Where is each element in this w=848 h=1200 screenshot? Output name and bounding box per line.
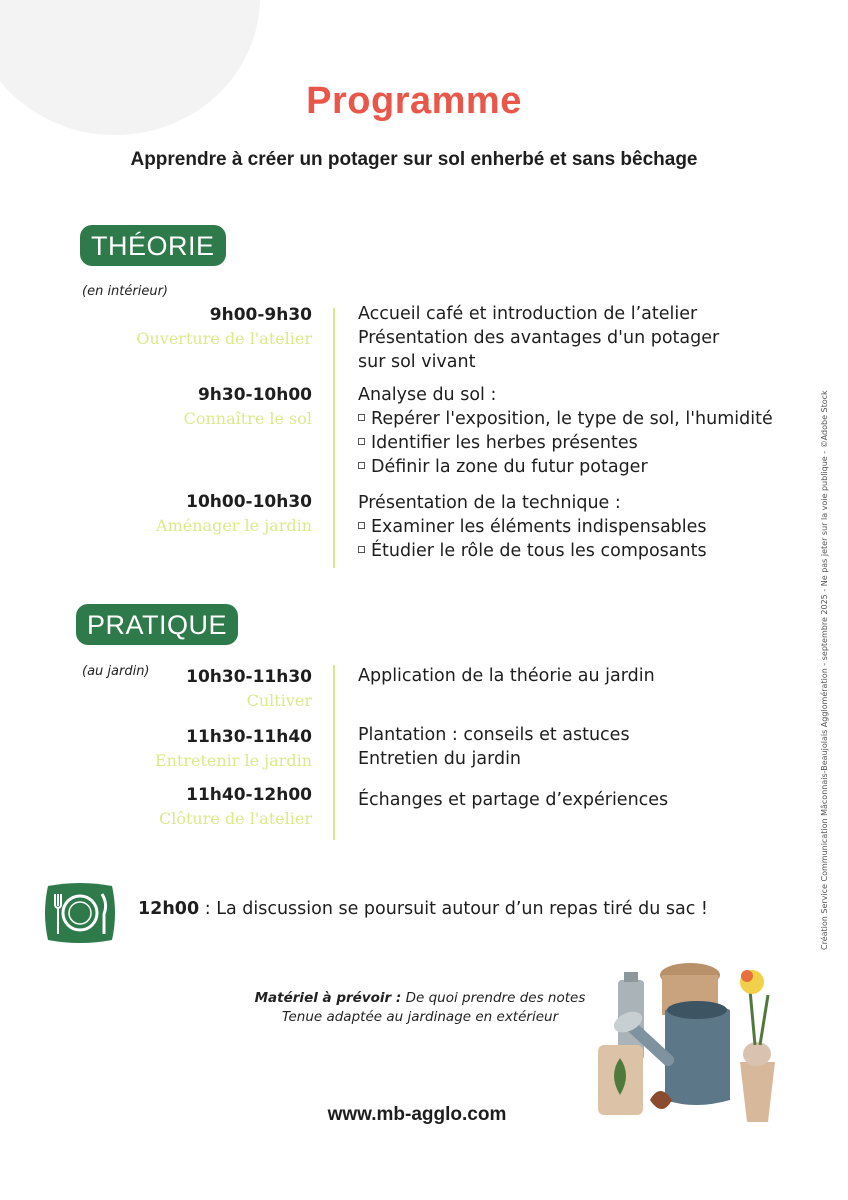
session-description [358,788,668,812]
page-subtitle: Apprendre à créer un potager sur sol enherbé et sans bêchage [130,149,698,170]
pratique-divider [333,665,335,840]
session-description [358,491,707,563]
session-label: Connaître le sol [183,409,312,428]
material-line-1: De quoi prendre des notes [401,990,586,1006]
description-line: Application de la théorie au jardin [358,666,655,686]
description-line: Plantation : conseils et astuces [358,725,630,745]
description-line: Échanges et partage d’expériences [358,790,669,810]
plate-cutlery-icon [42,882,118,944]
material-section [215,989,625,1027]
session-time: 11h40-12h00 [186,785,312,805]
session-time: 10h00-10h30 [186,492,312,512]
material-label: Matériel à prévoir : [254,990,402,1006]
meal-time: 12h00 [138,899,200,919]
description-line: Présentation de la technique : [358,493,621,513]
description-bullet: Identifier les herbes présentes [358,431,773,455]
page-title: Programme [306,80,522,122]
meal-info [138,899,708,919]
meal-description: : La discussion se poursuit autour d’un repas tiré du sac ! [199,899,708,919]
theorie-note: (en intérieur) [82,284,168,299]
session-time: 9h00-9h30 [209,305,312,325]
session-time: 11h30-11h40 [186,727,312,747]
session-description [358,383,773,479]
session-description [358,302,719,374]
material-line-2: Tenue adaptée au jardinage en extérieur [281,1009,559,1025]
description-bullet: Définir la zone du futur potager [358,455,773,479]
session-time: 9h30-10h00 [197,385,312,405]
theorie-badge: THÉORIE [80,225,226,266]
session-description [358,664,655,688]
session-label: Clôture de l'atelier [158,809,312,828]
description-line: sur sol vivant [358,352,476,372]
session-label: Ouverture de l'atelier [136,329,312,348]
description-line: Accueil café et introduction de l’atelier [358,304,698,324]
theorie-divider [333,308,335,568]
garden-tools-illustration [590,950,790,1130]
vertical-credit-text: Création Service Communication Mâconnais-Beaujolais Agglomération - septembre 2025 - Ne pas jeter sur la voie publique - ©Adobe Stock [820,390,829,950]
session-label: Cultiver [246,691,312,710]
session-description [358,723,630,771]
session-label: Aménager le jardin [156,516,312,535]
description-line: Analyse du sol : [358,385,497,405]
description-bullet: Repérer l'exposition, le type de sol, l'humidité [358,407,773,431]
description-line: Entretien du jardin [358,749,522,769]
pratique-badge: PRATIQUE [76,604,238,645]
session-label: Entretenir le jardin [154,751,312,770]
session-time: 10h30-11h30 [186,667,312,687]
description-bullet: Examiner les éléments indispensables [358,515,707,539]
website-link[interactable]: www.mb-agglo.com [327,1104,507,1125]
description-bullet: Étudier le rôle de tous les composants [358,539,707,563]
pratique-note: (au jardin) [82,664,150,679]
description-line: Présentation des avantages d'un potager [358,328,720,348]
